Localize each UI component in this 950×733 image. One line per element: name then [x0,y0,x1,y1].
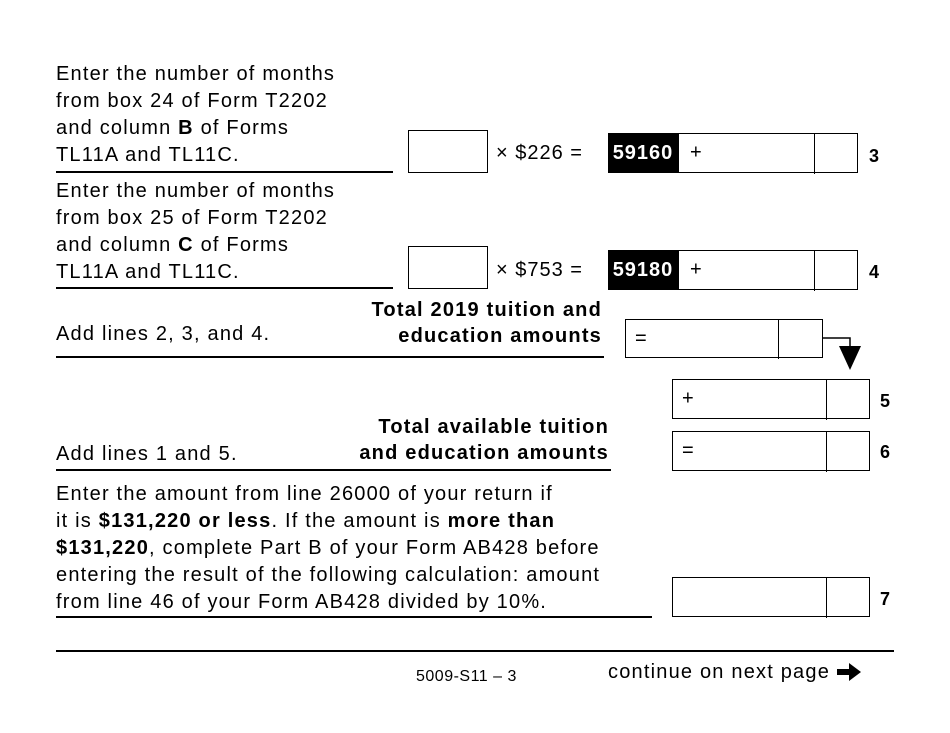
line5-cents-divider [826,379,827,420]
line3-months-input[interactable] [408,130,488,173]
line4-amount-field[interactable] [678,250,858,290]
line7-label-row5: from line 46 of your Form AB428 divided by 10%. [56,591,548,613]
form-id: 5009-S11 – 3 [416,668,517,685]
line4-plus-sign: + [690,258,702,281]
line3-amount-field[interactable] [678,133,858,173]
line5-amount-field[interactable] [672,379,870,419]
line4-months-input[interactable] [408,246,488,289]
line7-number: 7 [880,589,891,609]
line7-label-row4: entering the result of the following calculation: amount [56,564,601,586]
line3-plus-sign: + [690,141,702,164]
total-2019-title-row1: Total 2019 tuition and [371,299,602,321]
line6-equals-sign: = [682,439,694,462]
line6-title-row1: Total available tuition [378,416,609,438]
line7-amount-field[interactable] [672,577,870,617]
continue-next-page [608,660,863,684]
total-2019-amount-field[interactable] [625,319,823,358]
line3-number: 3 [869,146,880,166]
line6-underline [56,469,611,471]
line6-title-row2: and education amounts [359,442,609,464]
continue-text: continue on next page [608,660,831,683]
line4-label-row1: Enter the number of months [56,180,336,202]
line3-label-row4: TL11A and TL11C. [56,144,240,166]
line3-code: 59160 [608,133,678,173]
line7-cents-divider [826,577,827,618]
total-2019-title-row2: education amounts [398,325,602,347]
line7-underline [56,616,652,618]
line7-label-row2: it is $131,220 or less. If the amount is more than [56,510,556,532]
line4-label-row3: and column C of Forms [56,234,290,256]
total-2019-equals-sign: = [635,327,647,349]
line5-number: 5 [880,391,891,411]
line4-underline [56,287,393,289]
line7-label-row1: Enter the amount from line 26000 of your return if [56,483,553,505]
line3-underline [56,171,393,173]
line6-instruction: Add lines 1 and 5. [56,443,238,465]
line6-number: 6 [880,442,891,462]
line6-cents-divider [826,431,827,472]
footer-rule [56,650,894,652]
total-2019-cents-divider [778,319,779,359]
total-2019-instruction: Add lines 2, 3, and 4. [56,323,271,345]
line3-multiplier: × $226 = [496,142,583,164]
right-arrow-icon [835,660,863,684]
line3-label-row2: from box 24 of Form T2202 [56,90,328,112]
line6-amount-field[interactable] [672,431,870,471]
line3-label-row3: and column B of Forms [56,117,290,139]
line3-label-row1: Enter the number of months [56,63,336,85]
line4-number: 4 [869,262,880,282]
line4-label-row2: from box 25 of Form T2202 [56,207,328,229]
line7-label-row3: $131,220, complete Part B of your Form AB428 before [56,537,600,559]
line4-label-row4: TL11A and TL11C. [56,261,240,283]
line4-cents-divider [814,250,815,291]
line4-multiplier: × $753 = [496,259,583,281]
carry-down-arrow-icon [820,326,870,376]
line4-code: 59180 [608,250,678,290]
total-2019-underline [56,356,604,358]
line3-cents-divider [814,133,815,174]
line5-plus-sign: + [682,387,694,410]
